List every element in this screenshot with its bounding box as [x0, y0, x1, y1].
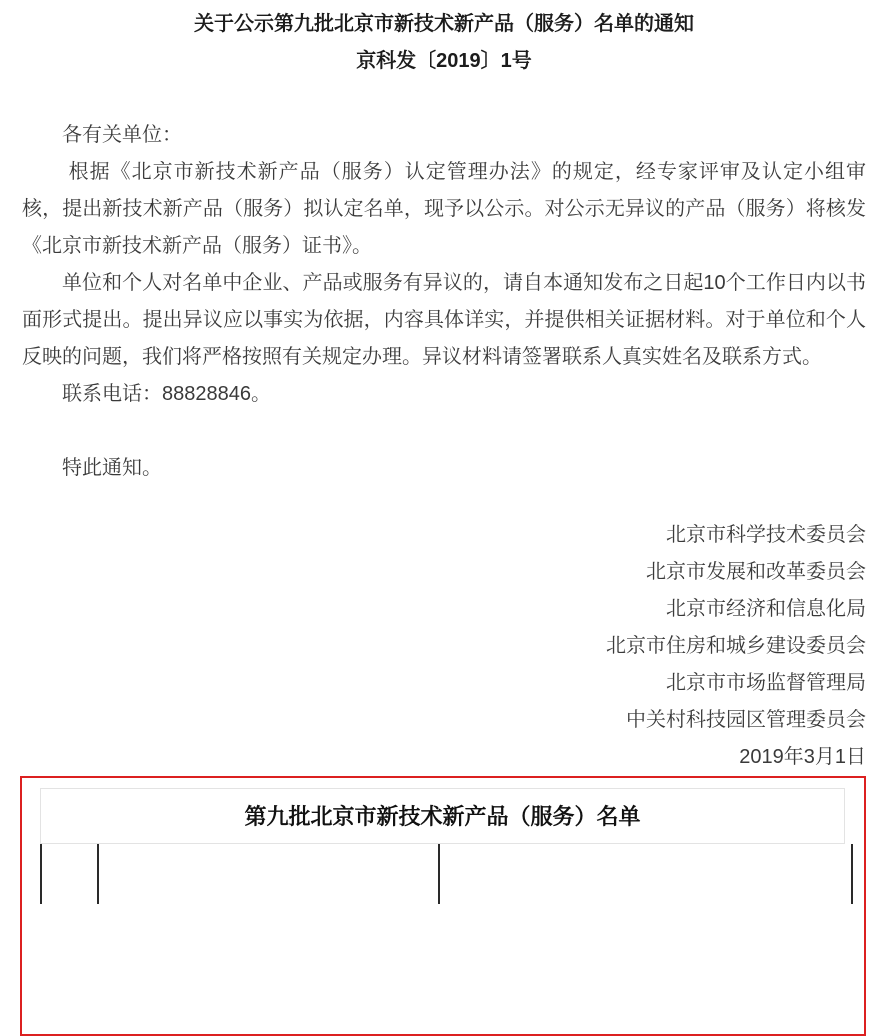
- signature-line: 北京市市场监督管理局: [666, 672, 866, 694]
- table-header-cell-product: [439, 844, 852, 904]
- signature-line: 北京市住房和城乡建设委员会: [606, 635, 866, 657]
- table-header-row: [41, 844, 852, 904]
- signature-line: 中关村科技园区管理委员会: [626, 709, 866, 731]
- announcement-table-title: 第九批北京市新技术新产品（服务）名单: [40, 788, 845, 844]
- announcement-table-frame: [20, 776, 866, 1036]
- spacer: [22, 80, 866, 117]
- signature-line: 北京市科学技术委员会: [666, 524, 866, 546]
- notice-title: 关于公示第九批北京市新技术新产品（服务）名单的通知: [194, 13, 694, 35]
- signature-line: 北京市发展和改革委员会: [646, 561, 866, 583]
- closing-line: 特此通知。: [62, 457, 162, 479]
- salutation: 各有关单位：: [62, 124, 182, 146]
- spacer: [22, 413, 866, 450]
- body-paragraph: 根据《北京市新技术新产品（服务）认定管理办法》的规定，经专家评审及认定小组审核，提出新技术新产品（服务）拟认定名单，现予以公示。对公示无异议的产品（服务）将核发《北京市新技术新产品（服务）证书》。: [22, 161, 866, 257]
- announcement-table: [40, 844, 853, 904]
- document-number: 京科发〔2019〕1号: [356, 50, 532, 72]
- signature-date: 2019年3月1日: [739, 746, 866, 768]
- table-header-cell-serial: [41, 844, 98, 904]
- spacer: [22, 487, 866, 517]
- table-header-cell-company: [98, 844, 439, 904]
- contact-phone-line: 联系电话：88828846。: [62, 383, 271, 405]
- signature-block: [22, 517, 866, 776]
- signature-line: 北京市经济和信息化局: [666, 598, 866, 620]
- body-paragraph: 单位和个人对名单中企业、产品或服务有异议的，请自本通知发布之日起10个工作日内以书面形式提出。提出异议应以事实为依据，内容具体详实，并提供相关证据材料。对于单位和个人反映的问题，我们将严格按照有关规定办理。异议材料请签署联系人真实姓名及联系方式。: [22, 272, 866, 368]
